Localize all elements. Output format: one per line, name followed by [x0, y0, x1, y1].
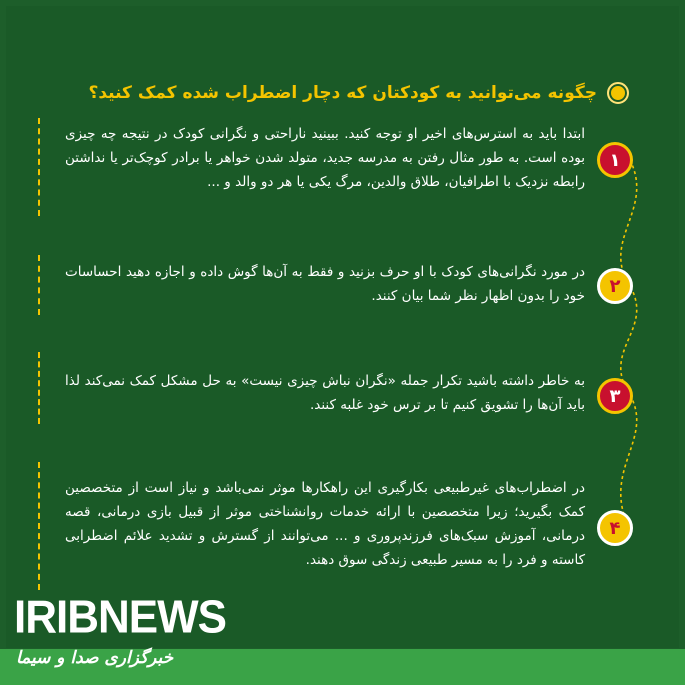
item-number-badge: ۱	[597, 142, 633, 178]
list-item: ابتدا باید به استرس‌های اخیر او توجه کنید. ببینید ناراحتی و نگرانی کودک در نتیجه چه چیزی بوده است. به طور مثال رفتن به مدرسه جدید، متولد شدن خواهر یا برادر کوچک‌تر یا نداشتن رابطه نزدیک با اطرافیان، طلاق والدین، مرگ یکی یا هر دو والد و ...	[65, 126, 585, 190]
item-number-badge: ۴	[597, 510, 633, 546]
item-number-badge: ۲	[597, 268, 633, 304]
brand-logo: IRIBNEWS	[14, 591, 226, 644]
title-row	[88, 82, 629, 104]
item-guide-line	[38, 352, 40, 424]
list-item: در اضطراب‌های غیرطبیعی بکارگیری این راهکارها موثر نمی‌باشد و نیاز است از متخصصین کمک بگیرید؛ زیرا متخصصین با ارائه خدمات روانشناختی موثر از قبیل بازی درمانی، قصه درمانی، آموزش سبک‌های فرزندپروری و ... می‌توانند از گسترش و تشدید علائم اضطرابی کاسته و فرد را به مسیر طبیعی زندگی سوق دهند.	[65, 480, 585, 568]
list-item: در مورد نگرانی‌های کودک با او حرف بزنید و فقط به آن‌ها گوش داده و اجازه دهید احساسات خود را بدون اظهار نظر شما بیان کنند.	[65, 264, 585, 304]
brand-subtitle: خبرگزاری صدا و سیما	[16, 648, 174, 668]
page-title: چگونه می‌توانید به کودکتان که دچار اضطراب شده کمک کنید؟	[88, 83, 597, 103]
item-guide-line	[38, 462, 40, 590]
list-item: به خاطر داشته باشید تکرار جمله «نگران نباش چیزی نیست» به حل مشکل کمک نمی‌کند لذا باید آن‌ها را تشویق کنیم تا بر ترس خود غلبه کنند.	[65, 373, 585, 413]
item-number-badge: ۳	[597, 378, 633, 414]
item-guide-line	[38, 118, 40, 216]
item-guide-line	[38, 255, 40, 315]
